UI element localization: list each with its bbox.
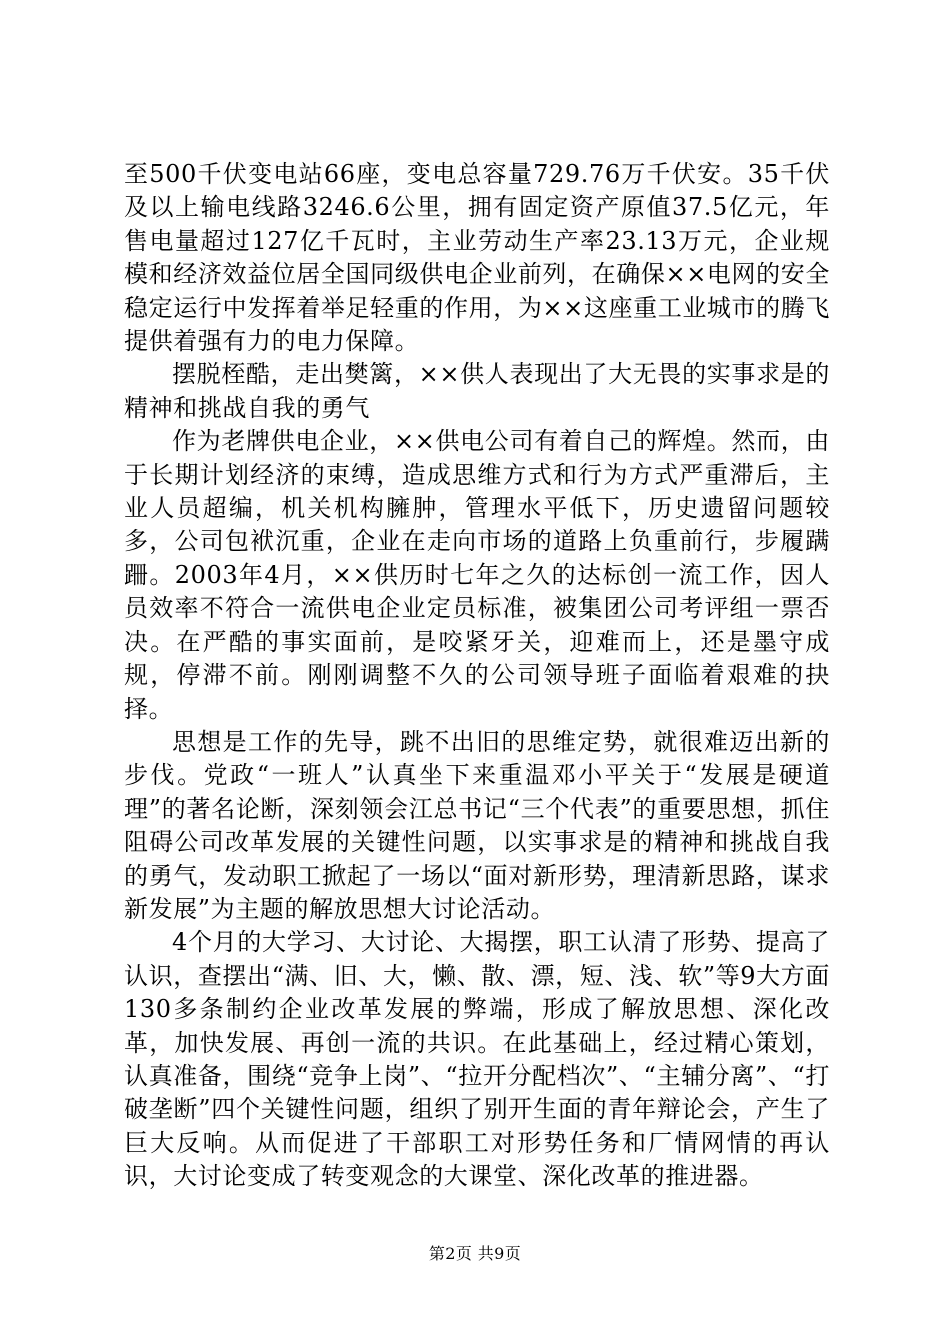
body-text — [124, 158, 830, 1194]
paragraph-1: 至500千伏变电站66座，变电总容量729.76万千伏安。35千伏及以上输电线路3246.6公里，拥有固定资产原值37.5亿元，年售电量超过127亿千瓦时，主业劳动生产率23.13万元，企业规模和经济效益位居全国同级供电企业前列，在确保××电网的安全稳定运行中发挥着举足轻重的作用，为××这座重工业城市的腾飞提供着强有力的电力保障。 — [124, 160, 830, 356]
paragraph-4: 思想是工作的先导，跳不出旧的思维定势，就很难迈出新的步伐。党政“一班人”认真坐下来重温邓小平关于“发展是硬道理”的著名论断，深刻领会江总书记“三个代表”的重要思想，抓住阻碍公司改革发展的关键性问题，以实事求是的精神和挑战自我的勇气，发动职工掀起了一场以“面对新形势，理清新思路，谋求新发展”为主题的解放思想大讨论活动。 — [124, 727, 830, 923]
paragraph-2: 摆脱桎酷，走出樊篱，××供人表现出了大无畏的实事求是的精神和挑战自我的勇气 — [124, 360, 830, 422]
paragraph-3: 作为老牌供电企业，××供电公司有着自己的辉煌。然而，由于长期计划经济的束缚，造成思维方式和行为方式严重滞后，主业人员超编，机关机构臃肿，管理水平低下，历史遗留问题较多，公司包袱沉重，企业在走向市场的道路上负重前行，步履蹒跚。2003年4月，××供历时七年之久的达标创一流工作，因人员效率不符合一流供电企业定员标准，被集团公司考评组一票否决。在严酷的事实面前，是咬紧牙关，迎难而上，还是墨守成规，停滞不前。刚刚调整不久的公司领导班子面临着艰难的抉择。 — [124, 427, 830, 723]
page-number-footer: 第2页 共9页 — [428, 1244, 522, 1263]
paragraph-5: 4个月的大学习、大讨论、大揭摆，职工认清了形势、提高了认识，查摆出“满、旧、大，懒、散、漂，短、浅、软”等9大方面130多条制约企业改革发展的弊端，形成了解放思想、深化改革，加快发展、再创一流的共识。在此基础上，经过精心策划，认真准备，围绕“竞争上岗”、“拉开分配档次”、“主辅分离”、“打破垄断”四个关键性问题，组织了别开生面的青年辩论会，产生了巨大反响。从而促进了干部职工对形势任务和厂情网情的再认识，大讨论变成了转变观念的大课堂、深化改革的推进器。 — [124, 928, 830, 1191]
